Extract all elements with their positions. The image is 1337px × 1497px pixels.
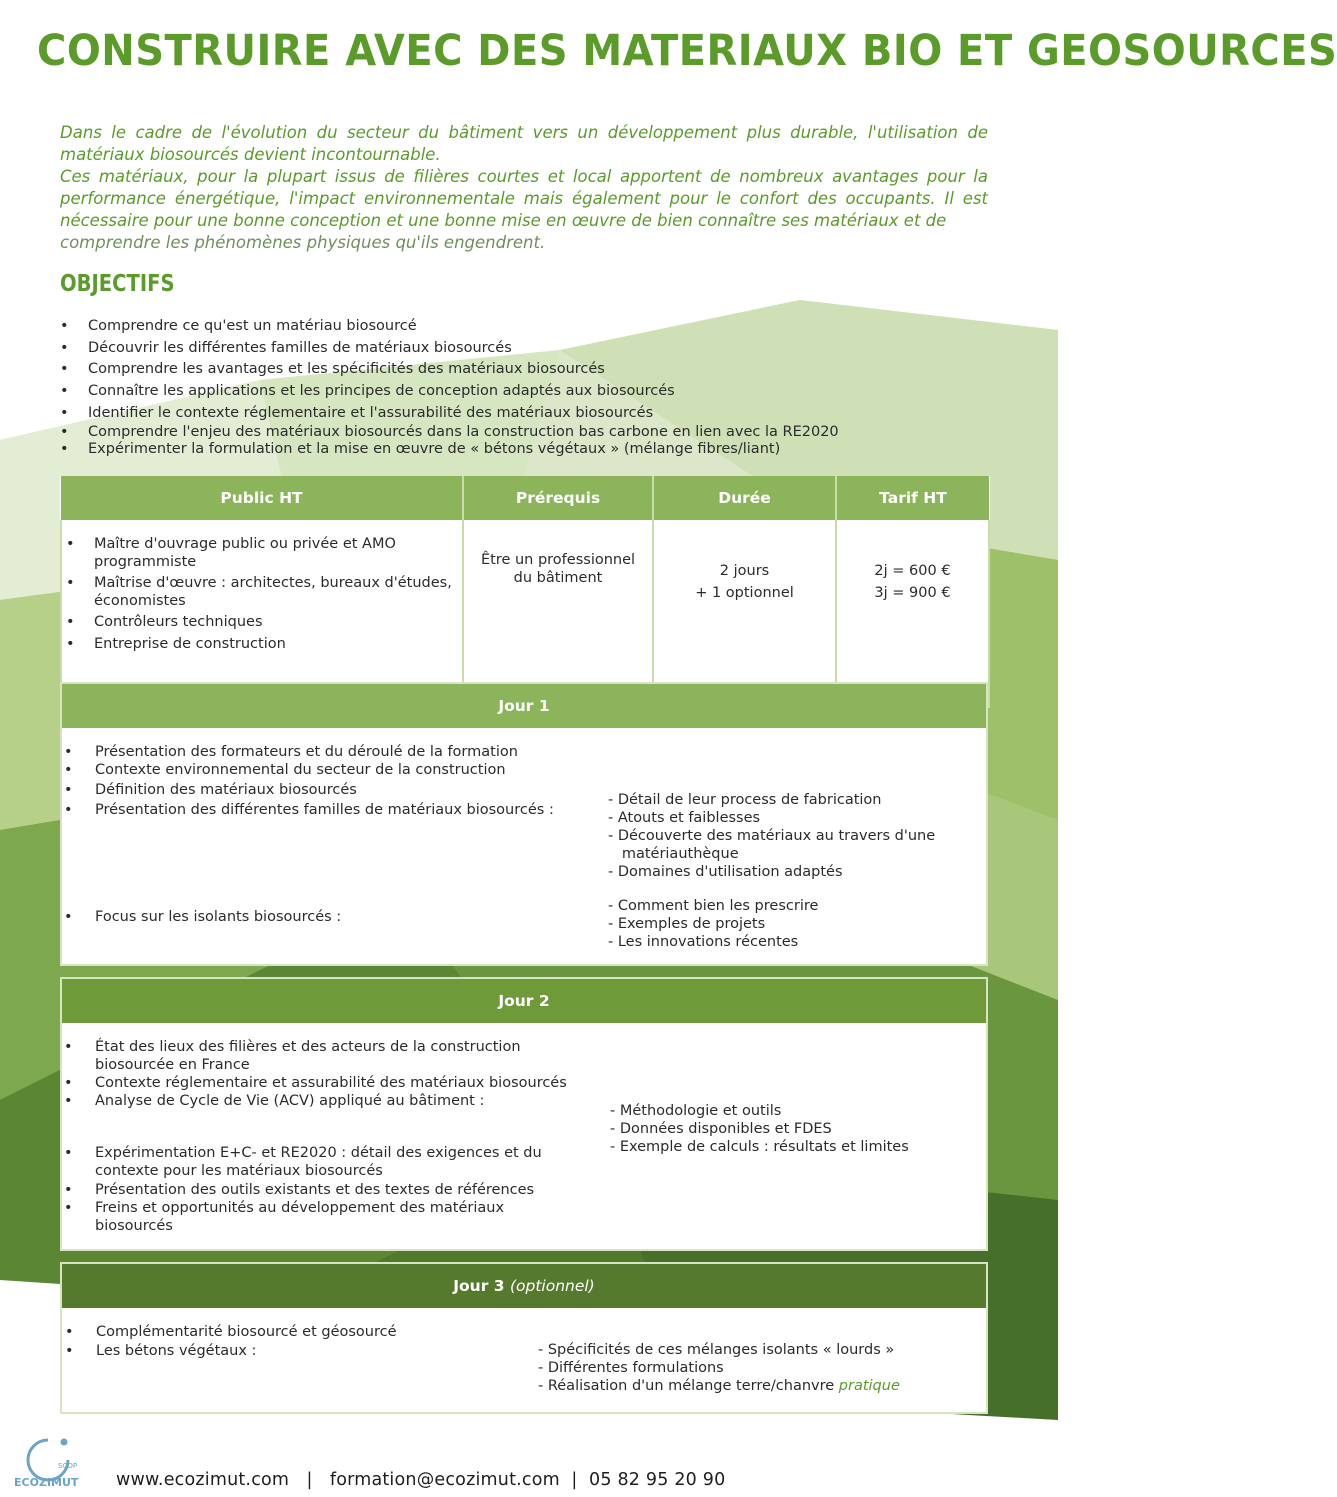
day1-item: • Présentation des formateurs et du déroulé de la formation <box>62 744 615 762</box>
intro-paragraph-1: Dans le cadre de l'évolution du secteur du bâtiment vers un développement plus durable, l'utilisation de matériaux biosourcés devient incontournable. <box>60 123 988 164</box>
day1-sub-line: - Exemples de projets <box>608 916 766 932</box>
day3-item: • Complémentarité biosourcé et géosourcé <box>63 1324 576 1342</box>
day3-header <box>62 1264 986 1308</box>
day1-sub-line: - Atouts et faiblesses <box>608 810 761 826</box>
objective-item: • Comprendre ce qu'est un matériau biosourcé <box>60 316 1010 338</box>
day3-sub-highlight: pratique <box>838 1378 900 1394</box>
objective-item: • Connaître les applications et les principes de conception adaptés aux biosourcés <box>60 381 1010 403</box>
ecozimut-logo <box>14 1434 78 1494</box>
header-duree: Durée <box>653 476 836 520</box>
public-item: • Maître d'ouvrage public ou privée et AMO programmiste <box>66 536 452 571</box>
day1-sub-line: - Les innovations récentes <box>608 934 799 950</box>
intro-text <box>60 122 988 254</box>
objectives-list <box>60 316 1010 458</box>
objective-item: • Identifier le contexte réglementaire et l'assurabilité des matériaux biosourcés <box>60 403 1010 425</box>
tarif-line: 3j = 900 € <box>874 585 951 601</box>
day1-item: • Focus sur les isolants biosourcés : <box>62 909 615 927</box>
prerequis-text: Être un professionnel du bâtiment <box>480 552 636 586</box>
day1-item: • Présentation des différentes familles de matériaux biosourcés : <box>62 802 615 820</box>
cell-public <box>61 520 463 707</box>
intro-paragraph-3: comprendre les phénomènes physiques qu'ils engendrent. <box>60 233 546 252</box>
day3-title: Jour 3 <box>453 1277 505 1295</box>
day3-sub-text: - Réalisation d'un mélange terre/chanvre <box>538 1378 839 1394</box>
logo-name-text: ECOZIMUT <box>14 1476 79 1489</box>
header-public: Public HT <box>61 476 463 520</box>
objective-item: • Expérimenter la formulation et la mise en œuvre de « bétons végétaux » (mélange fibres/liant) <box>60 441 1010 458</box>
objective-item: • Comprendre l'enjeu des matériaux biosourcés dans la construction bas carbone en lien avec la RE2020 <box>60 424 1010 441</box>
day1-header: Jour 1 <box>62 684 986 728</box>
day2-header: Jour 2 <box>62 979 986 1023</box>
day1-item: • Définition des matériaux biosourcés <box>62 782 615 800</box>
day2-sub-line: - Exemple de calculs : résultats et limites <box>610 1139 909 1155</box>
duree-line: + 1 optionnel <box>695 585 794 601</box>
cell-duree <box>653 520 836 707</box>
objective-item: • Découvrir les différentes familles de matériaux biosourcés <box>60 338 1010 360</box>
day1-sub-line: - Domaines d'utilisation adaptés <box>608 864 843 880</box>
day3-sub-line: - Différentes formulations <box>538 1360 724 1376</box>
day3-optional-label: (optionnel) <box>509 1277 595 1295</box>
objective-item: • Comprendre les avantages et les spécificités des matériaux biosourcés <box>60 359 1010 381</box>
day1-section <box>60 682 988 966</box>
public-item: • Maîtrise d'œuvre : architectes, bureaux d'études, économistes <box>66 575 452 610</box>
day3-sub-line <box>538 1378 900 1396</box>
footer-contact: www.ecozimut.com | formation@ecozimut.com | 05 82 95 20 90 <box>116 1470 726 1490</box>
day2-item: • État des lieux des filières et des acteurs de la construction biosourcée en France <box>62 1039 575 1074</box>
day3-section <box>60 1262 988 1414</box>
day2-item: • Expérimentation E+C- et RE2020 : détail des exigences et du contexte pour les matériaux biosourcés <box>62 1145 575 1180</box>
public-item: • Contrôleurs techniques <box>66 614 452 632</box>
day2-sub-line: - Méthodologie et outils <box>610 1103 782 1119</box>
objectives-heading: OBJECTIFS <box>60 271 175 297</box>
cell-tarif <box>836 520 989 707</box>
day2-item: • Analyse de Cycle de Vie (ACV) appliqué au bâtiment : <box>62 1093 615 1111</box>
intro-paragraph-2: Ces matériaux, pour la plupart issus de filières courtes et local apportent de nombreux avantages pour la performance énergétique, l'impact environnementale mais également pour le confort des occupants. Il est nécessaire pour une bonne conception et une bonne mise en œuvre de bien connaître ses matériaux et de <box>60 167 988 230</box>
page-title: CONSTRUIRE AVEC DES MATERIAUX BIO ET GEOSOURCES <box>37 26 1337 76</box>
day1-sub-line: matériauthèque <box>608 846 739 862</box>
header-tarif: Tarif HT <box>836 476 989 520</box>
day1-item: • Contexte environnemental du secteur de la construction <box>62 762 615 780</box>
day2-section <box>60 977 988 1251</box>
tarif-line: 2j = 600 € <box>874 563 951 579</box>
cell-prerequis <box>463 520 653 707</box>
day3-sub-line: - Spécificités de ces mélanges isolants « lourds » <box>538 1342 895 1358</box>
logo-scop-text: SCOP <box>58 1462 78 1470</box>
public-item: • Entreprise de construction <box>66 636 452 654</box>
day2-item: • Freins et opportunités au développement des matériaux biosourcés <box>62 1200 575 1235</box>
day2-sub-line: - Données disponibles et FDES <box>610 1121 832 1137</box>
day1-sub-line: - Comment bien les prescrire <box>608 898 819 914</box>
day3-item: • Les bétons végétaux : <box>63 1343 576 1361</box>
day2-item: • Présentation des outils existants et des textes de références <box>62 1182 575 1200</box>
day2-item: • Contexte réglementaire et assurabilité des matériaux biosourcés <box>62 1075 615 1093</box>
duree-line: 2 jours <box>719 563 770 579</box>
day1-sub-line: - Découverte des matériaux au travers d'une <box>608 828 936 844</box>
day1-sub-line: - Détail de leur process de fabrication <box>608 792 882 808</box>
header-prerequis: Prérequis <box>463 476 653 520</box>
course-info-table <box>60 476 990 708</box>
